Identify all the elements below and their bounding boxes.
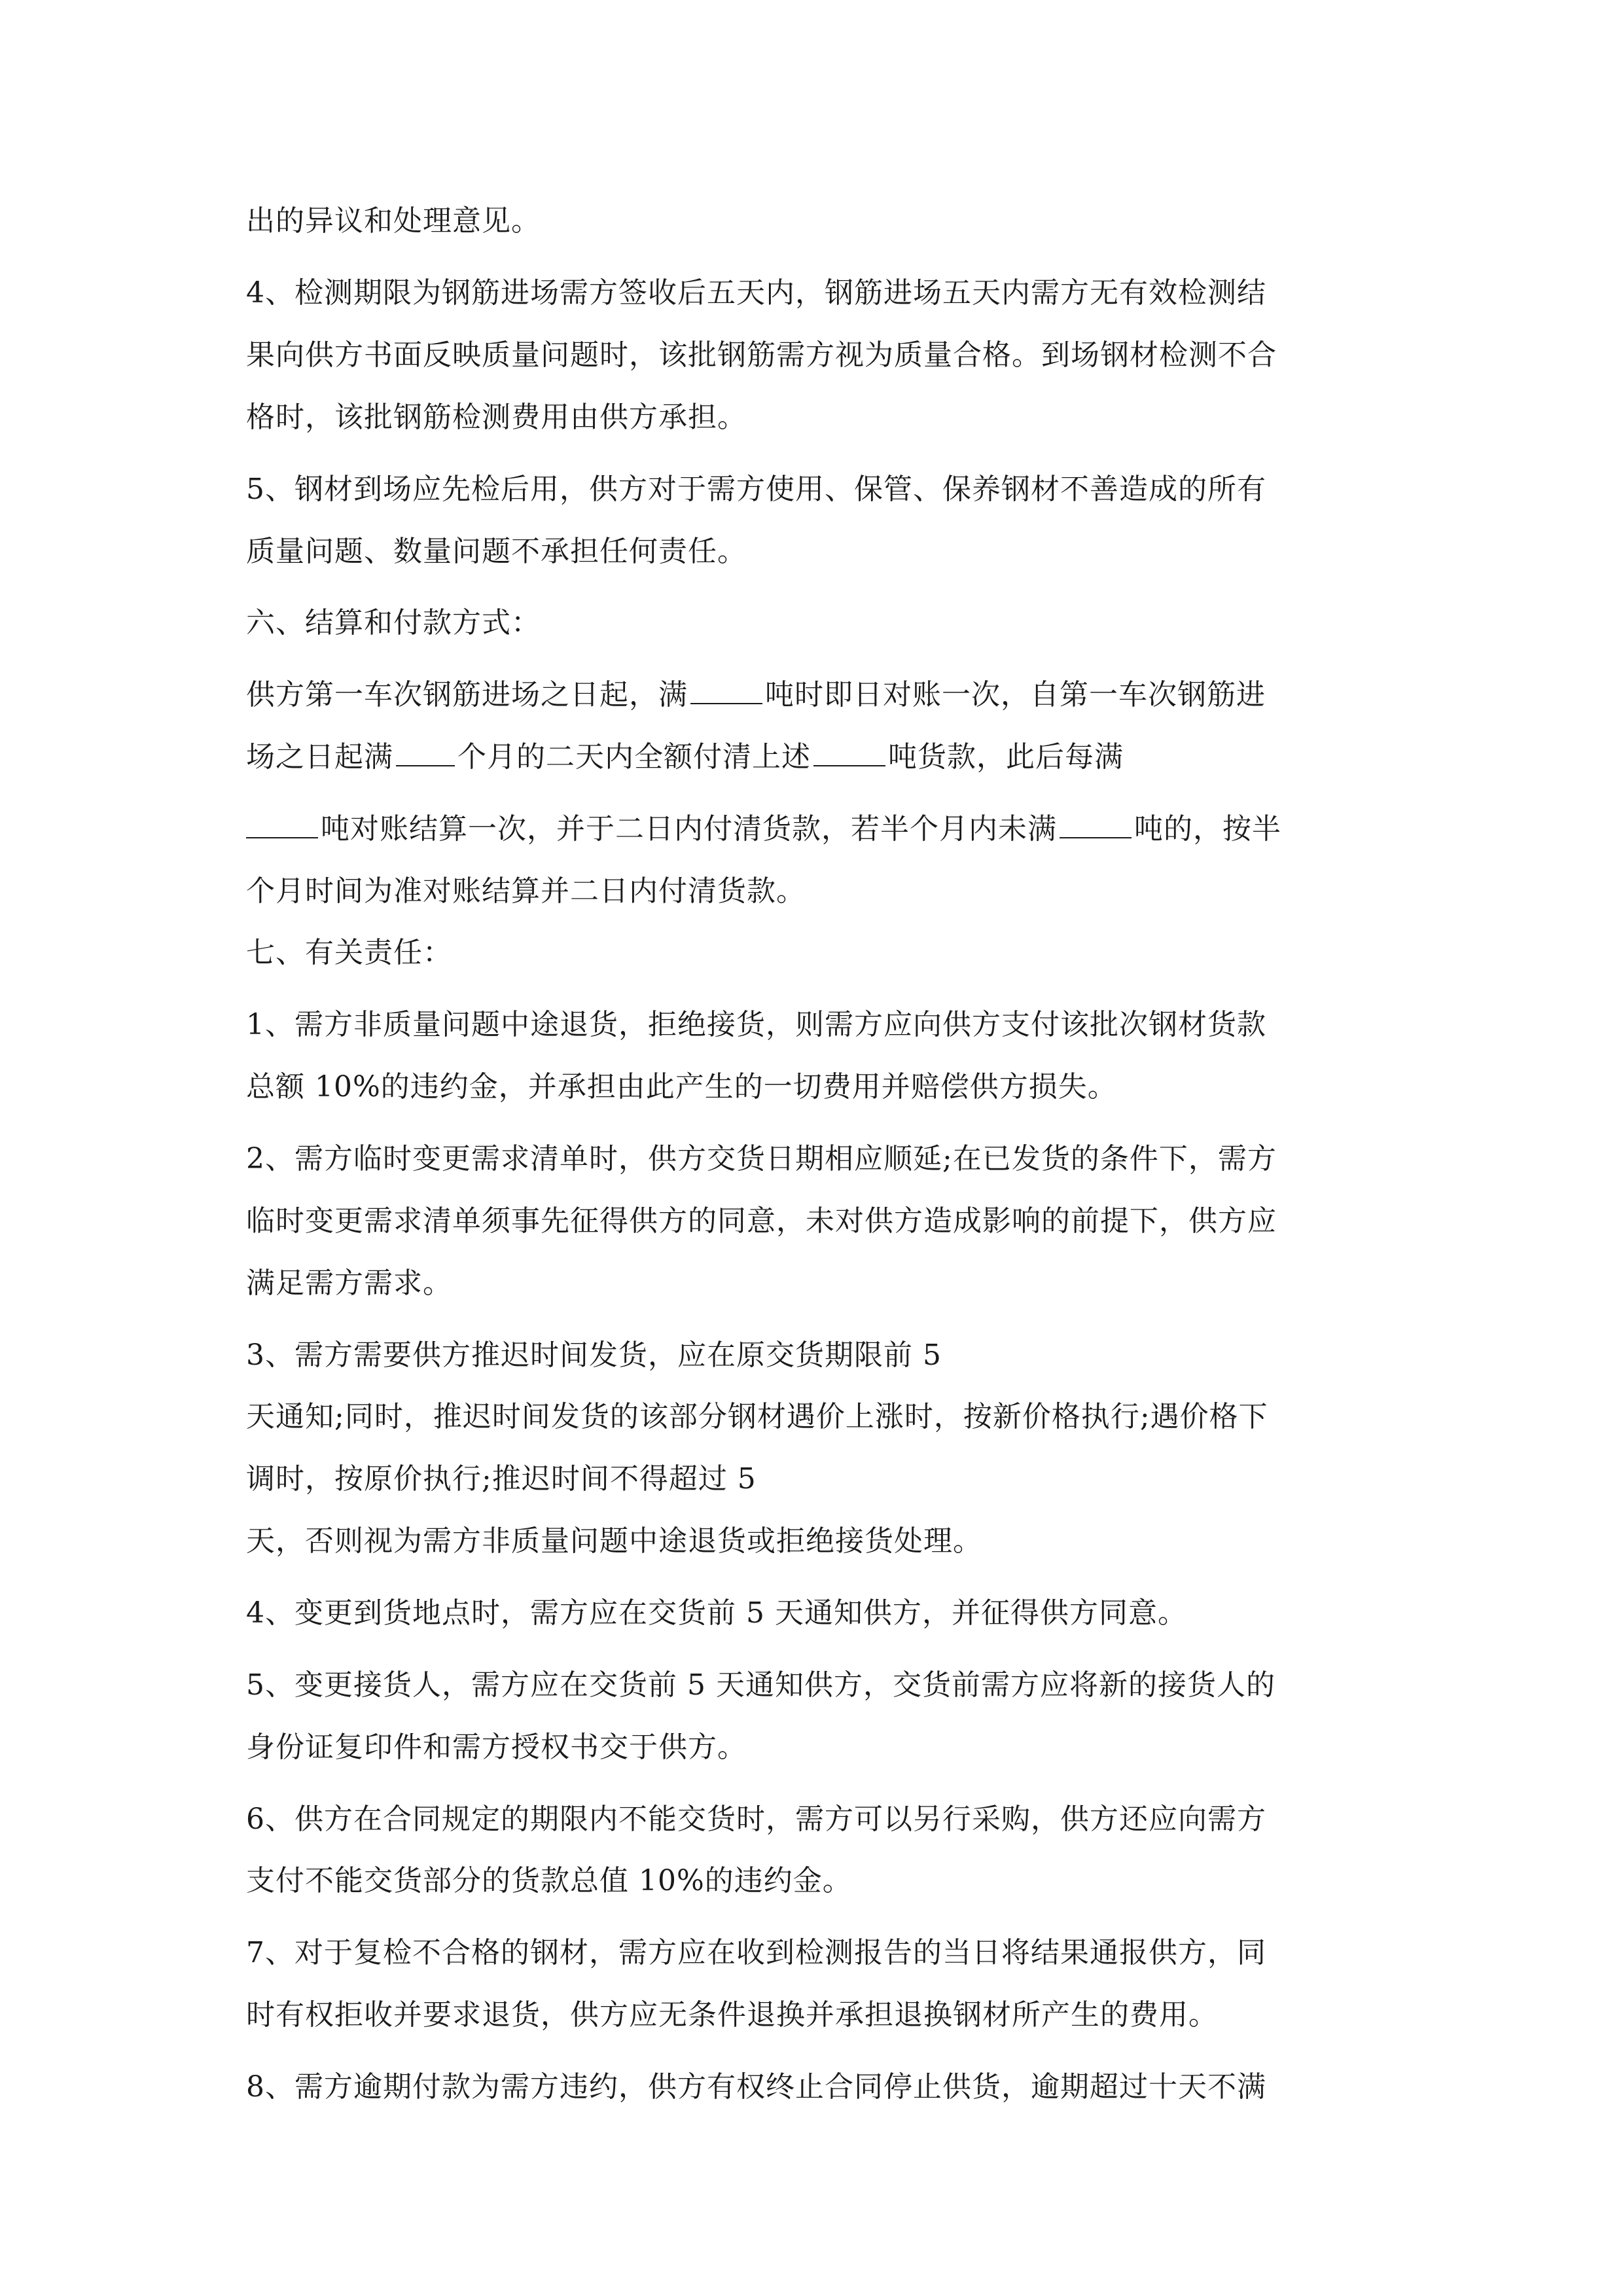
section-heading: 七、有关责任： — [246, 936, 452, 969]
text-line: 调时，按原价执行;推迟时间不得超过 5 — [246, 1462, 757, 1496]
text-line: 8、需方逾期付款为需方违约，供方有权终止合同停止供货，逾期超过十天不满 — [246, 2070, 1266, 2104]
text-line: 天通知;同时，推迟时间发货的该部分钢材遇价上涨时，按新价格执行;遇价格下 — [246, 1400, 1268, 1433]
text-line-with-blanks — [246, 738, 1124, 777]
section-heading: 六、结算和付款方式： — [246, 606, 541, 639]
text-line: 果向供方书面反映质量问题时，该批钢筋需方视为质量合格。到场钢材检测不合 — [246, 338, 1277, 372]
text-segment: 供方第一车次钢筋进场之日起，满 — [246, 678, 688, 711]
text-segment: 吨的，按半 — [1134, 812, 1281, 846]
text-line: 个月时间为准对账结算并二日内付清货款。 — [246, 874, 806, 908]
text-line: 6、供方在合同规定的期限内不能交货时，需方可以另行采购，供方还应向需方 — [246, 1803, 1266, 1836]
text-segment: 个月的二天内全额付清上述 — [457, 740, 811, 774]
text-line: 天，否则视为需方非质量问题中途退货或拒绝接货处理。 — [246, 1524, 982, 1558]
text-line-with-blanks — [246, 675, 1266, 715]
text-line: 7、对于复检不合格的钢材，需方应在收到检测报告的当日将结果通报供方，同 — [246, 1936, 1266, 1969]
text-line: 2、需方临时变更需求清单时，供方交货日期相应顺延;在已发货的条件下，需方 — [246, 1142, 1277, 1175]
text-line: 5、钢材到场应先检后用，供方对于需方使用、保管、保养钢材不善造成的所有 — [246, 473, 1266, 506]
text-line: 3、需方需要供方推迟时间发货，应在原交货期限前 5 — [246, 1338, 942, 1372]
text-line: 4、变更到货地点时，需方应在交货前 5 天通知供方，并征得供方同意。 — [246, 1596, 1187, 1630]
text-line: 总额 10%的违约金，并承担由此产生的一切费用并赔偿供方损失。 — [246, 1070, 1117, 1103]
text-segment: 吨对账结算一次，并于二日内付清货款，若半个月内未满 — [321, 812, 1057, 846]
text-line: 临时变更需求清单须事先征得供方的同意，未对供方造成影响的前提下，供方应 — [246, 1204, 1277, 1238]
text-line: 质量问题、数量问题不承担任何责任。 — [246, 535, 747, 568]
text-line: 支付不能交货部分的货款总值 10%的违约金。 — [246, 1864, 852, 1897]
text-line: 4、检测期限为钢筋进场需方签收后五天内，钢筋进场五天内需方无有效检测结 — [246, 276, 1266, 310]
text-line: 格时，该批钢筋检测费用由供方承担。 — [246, 401, 747, 434]
fill-blank[interactable] — [396, 740, 455, 766]
text-segment: 场之日起满 — [246, 740, 393, 774]
text-line: 1、需方非质量问题中途退货，拒绝接货，则需方应向供方支付该批次钢材货款 — [246, 1008, 1266, 1041]
fill-blank[interactable] — [1060, 812, 1132, 838]
fill-blank[interactable] — [813, 740, 885, 766]
text-line: 满足需方需求。 — [246, 1266, 452, 1300]
text-line: 5、变更接货人，需方应在交货前 5 天通知供方，交货前需方应将新的接货人的 — [246, 1668, 1275, 1702]
text-line: 身份证复印件和需方授权书交于供方。 — [246, 1731, 747, 1764]
fill-blank[interactable] — [690, 678, 762, 704]
text-segment: 吨时即日对账一次，自第一车次钢筋进 — [765, 678, 1266, 711]
text-line: 出的异议和处理意见。 — [246, 204, 541, 238]
fill-blank[interactable] — [246, 812, 318, 838]
text-segment: 吨货款，此后每满 — [888, 740, 1124, 774]
text-line-with-blanks — [246, 810, 1281, 849]
text-line: 时有权拒收并要求退货，供方应无条件退换并承担退换钢材所产生的费用。 — [246, 1998, 1218, 2032]
